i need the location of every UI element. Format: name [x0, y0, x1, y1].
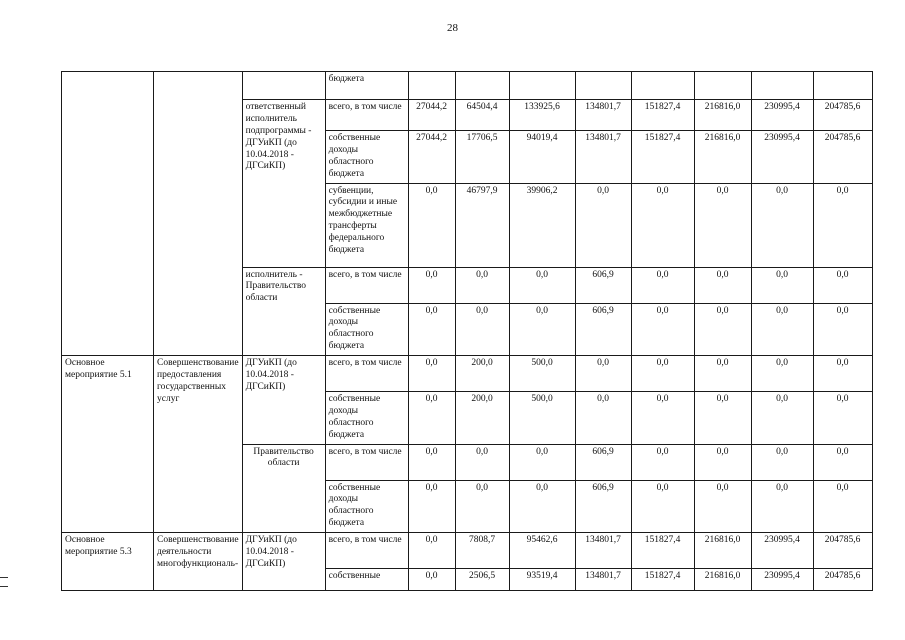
value-cell: 200,0 [455, 392, 509, 445]
value-cell: 0,0 [631, 356, 694, 392]
table-row [62, 356, 873, 392]
value-cell: 0,0 [631, 183, 694, 267]
funding-source-cell: собственные доходы областного бюджета [325, 131, 408, 184]
executor-cell [242, 72, 325, 100]
value-cell: 134801,7 [575, 100, 631, 131]
value-cell: 0,0 [408, 392, 455, 445]
value-cell: 151827,4 [631, 569, 694, 591]
value-cell [509, 72, 575, 100]
value-cell: 0,0 [509, 267, 575, 303]
value-cell: 0,0 [575, 356, 631, 392]
value-cell: 216816,0 [694, 569, 751, 591]
value-cell: 0,0 [455, 480, 509, 533]
value-cell: 204785,6 [813, 569, 872, 591]
value-cell: 27044,2 [408, 100, 455, 131]
value-cell: 0,0 [751, 444, 813, 480]
funding-source-cell: всего, в том числе [325, 100, 408, 131]
value-cell: 0,0 [813, 303, 872, 356]
value-cell: 0,0 [631, 303, 694, 356]
executor-cell: ДГУиКП (до 10.04.2018 - ДГСиКП) [242, 356, 325, 445]
value-cell: 0,0 [751, 183, 813, 267]
value-cell: 200,0 [455, 356, 509, 392]
value-cell: 0,0 [408, 267, 455, 303]
funding-source-cell: всего, в том числе [325, 356, 408, 392]
value-cell: 0,0 [694, 303, 751, 356]
value-cell: 606,9 [575, 303, 631, 356]
value-cell: 0,0 [575, 183, 631, 267]
value-cell: 230995,4 [751, 100, 813, 131]
event-name-cell: Совершенствование предоставления государственных услуг [154, 356, 243, 533]
value-cell: 230995,4 [751, 131, 813, 184]
funding-source-cell: собственные доходы областного бюджета [325, 392, 408, 445]
funding-source-cell: собственные доходы областного бюджета [325, 303, 408, 356]
value-cell: 133925,6 [509, 100, 575, 131]
funding-source-cell: собственные [325, 569, 408, 591]
value-cell: 151827,4 [631, 100, 694, 131]
value-cell [455, 72, 509, 100]
value-cell: 216816,0 [694, 100, 751, 131]
value-cell: 606,9 [575, 480, 631, 533]
event-cell: Основное мероприятие 5.1 [62, 356, 154, 533]
value-cell: 0,0 [813, 480, 872, 533]
value-cell: 27044,2 [408, 131, 455, 184]
value-cell: 230995,4 [751, 533, 813, 569]
funding-source-cell: всего, в том числе [325, 444, 408, 480]
value-cell: 0,0 [813, 444, 872, 480]
value-cell: 0,0 [631, 480, 694, 533]
value-cell: 0,0 [813, 356, 872, 392]
value-cell: 0,0 [455, 303, 509, 356]
value-cell: 0,0 [813, 183, 872, 267]
value-cell: 0,0 [408, 569, 455, 591]
value-cell: 216816,0 [694, 533, 751, 569]
value-cell: 0,0 [408, 183, 455, 267]
value-cell [813, 72, 872, 100]
value-cell: 0,0 [575, 392, 631, 445]
value-cell: 0,0 [694, 267, 751, 303]
value-cell: 606,9 [575, 267, 631, 303]
page-number: 28 [447, 22, 458, 34]
value-cell [751, 72, 813, 100]
executor-cell: ответственный исполнитель подпрограммы - ДГУиКП (до 10.04.2018 - ДГСиКП) [242, 100, 325, 268]
value-cell: 0,0 [408, 444, 455, 480]
value-cell: 39906,2 [509, 183, 575, 267]
value-cell: 0,0 [408, 480, 455, 533]
value-cell: 204785,6 [813, 131, 872, 184]
event-name-cell [154, 72, 243, 356]
value-cell: 0,0 [509, 480, 575, 533]
value-cell: 0,0 [408, 303, 455, 356]
value-cell: 0,0 [509, 444, 575, 480]
value-cell: 0,0 [631, 444, 694, 480]
event-cell [62, 72, 154, 356]
value-cell: 204785,6 [813, 100, 872, 131]
value-cell: 7808,7 [455, 533, 509, 569]
value-cell: 0,0 [408, 356, 455, 392]
value-cell: 216816,0 [694, 131, 751, 184]
executor-cell: ДГУиКП (до 10.04.2018 - ДГСиКП) [242, 533, 325, 591]
value-cell: 93519,4 [509, 569, 575, 591]
value-cell: 0,0 [813, 392, 872, 445]
edge-mark [0, 586, 8, 587]
value-cell: 151827,4 [631, 533, 694, 569]
value-cell: 0,0 [751, 267, 813, 303]
value-cell: 0,0 [751, 356, 813, 392]
table-row [62, 72, 873, 100]
value-cell: 0,0 [751, 392, 813, 445]
value-cell: 500,0 [509, 356, 575, 392]
value-cell: 204785,6 [813, 533, 872, 569]
edge-mark [0, 577, 8, 578]
value-cell: 0,0 [631, 267, 694, 303]
value-cell: 46797,9 [455, 183, 509, 267]
event-name-cell: Совершенствование деятельности многофункциональ- [154, 533, 243, 591]
value-cell: 0,0 [408, 533, 455, 569]
table-row [62, 533, 873, 569]
executor-cell: исполнитель - Правительство области [242, 267, 325, 356]
value-cell: 0,0 [694, 356, 751, 392]
value-cell: 500,0 [509, 392, 575, 445]
funding-source-cell: всего, в том числе [325, 533, 408, 569]
table-body [62, 72, 873, 591]
value-cell: 0,0 [631, 392, 694, 445]
value-cell [631, 72, 694, 100]
funding-source-cell: всего, в том числе [325, 267, 408, 303]
funding-source-cell: субвенции, субсидии и иные межбюджетные трансферты федерального бюджета [325, 183, 408, 267]
value-cell: 606,9 [575, 444, 631, 480]
funding-source-cell: бюджета [325, 72, 408, 100]
value-cell: 134801,7 [575, 533, 631, 569]
value-cell [575, 72, 631, 100]
value-cell: 0,0 [694, 392, 751, 445]
value-cell: 151827,4 [631, 131, 694, 184]
value-cell: 17706,5 [455, 131, 509, 184]
value-cell: 0,0 [509, 303, 575, 356]
executor-cell: Правительство области [242, 444, 325, 533]
value-cell: 0,0 [751, 480, 813, 533]
value-cell: 0,0 [455, 444, 509, 480]
value-cell: 95462,6 [509, 533, 575, 569]
value-cell: 94019,4 [509, 131, 575, 184]
value-cell: 0,0 [813, 267, 872, 303]
event-cell: Основное мероприятие 5.3 [62, 533, 154, 591]
value-cell: 0,0 [694, 444, 751, 480]
value-cell: 230995,4 [751, 569, 813, 591]
value-cell: 0,0 [694, 480, 751, 533]
value-cell: 0,0 [751, 303, 813, 356]
value-cell: 0,0 [694, 183, 751, 267]
value-cell [408, 72, 455, 100]
value-cell: 134801,7 [575, 569, 631, 591]
value-cell: 2506,5 [455, 569, 509, 591]
funding-source-cell: собственные доходы областного бюджета [325, 480, 408, 533]
value-cell: 134801,7 [575, 131, 631, 184]
value-cell [694, 72, 751, 100]
value-cell: 0,0 [455, 267, 509, 303]
budget-table [61, 71, 873, 591]
value-cell: 64504,4 [455, 100, 509, 131]
